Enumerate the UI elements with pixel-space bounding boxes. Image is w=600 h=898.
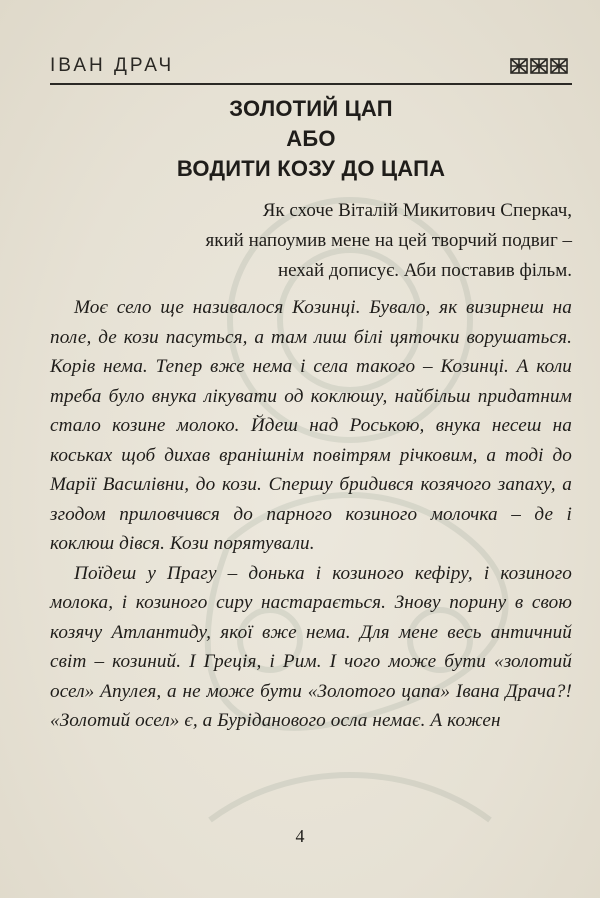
paragraph: Моє село ще називалося Козинці. Бувало, як визирнеш на поле, де кози пасуться, а там лиш білі цяточки ворушаться. Корів нема. Тепер вже нема і села такого – Козинці. А коли треба було внука лікувати од коклюшу, найбільш придатним стало козине молоко. Йдеш над Роською, внука несеш на коськах щоб дихав вранішнім повітрям річковим, а тоді до Марії Василівни, до кози. Спершу бридився козячого запаху, а згодом приловчився до парного козиного молочка – де і коклюш дівся. Кози порятували.	[50, 297, 572, 554]
running-header	[50, 55, 572, 85]
crosshatch-ornament-icon	[510, 57, 568, 75]
author-name: ІВАН ДРАЧ	[50, 55, 175, 76]
chapter-title	[50, 94, 572, 184]
title-line-2: АБО	[286, 126, 336, 151]
epigraph-line-1: Як схоче Віталій Микитович Сперкач,	[262, 200, 572, 221]
paragraph: Поїдеш у Прагу – донька і козиного кефіру, і козиного молока, і козиного сиру настарається. Знову порину в свою козячу Атлантиду, якої вже нема. Для мене весь античний світ – козиний. І Греція, і Рим. І чого може бути «золотий осел» Апулея, а не може бути «Золотого цапа» Івана Драча?! «Золотий осел» є, а Буріданового осла немає. А кожен	[50, 562, 572, 731]
title-line-3: ВОДИТИ КОЗУ ДО ЦАПА	[176, 156, 446, 181]
body-text	[50, 293, 572, 736]
epigraph-line-3: нехай дописує. Аби поставив фільм.	[277, 260, 572, 281]
page-number: 4	[295, 826, 305, 846]
title-line-1: ЗОЛОТИЙ ЦАП	[229, 96, 393, 121]
epigraph	[142, 196, 572, 286]
epigraph-line-2: який напоумив мене на цей творчий подвиг –	[205, 230, 572, 251]
